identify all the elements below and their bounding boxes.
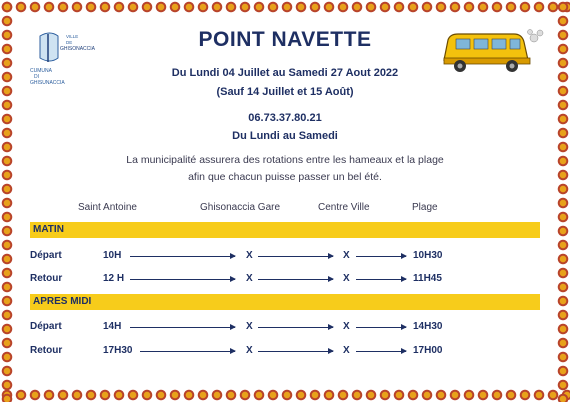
cell-apres-midi-retour-gare: X xyxy=(246,345,253,356)
row-label-apres-midi-retour: Retour xyxy=(30,345,63,356)
logo-side-3: GHISONACCIA xyxy=(60,46,96,52)
cell-apres-midi-retour-centre: X xyxy=(343,345,350,356)
decorative-border-top xyxy=(0,0,570,14)
cell-apres-midi-retour-plage: 17H00 xyxy=(413,345,443,356)
row-label-apres-midi-depart: Départ xyxy=(30,321,62,332)
column-header-centre-ville: Centre Ville xyxy=(318,202,370,213)
cell-matin-retour-gare: X xyxy=(246,273,253,284)
cell-matin-retour-plage: 11H45 xyxy=(413,273,442,284)
arrow-right xyxy=(356,327,406,328)
days-line: Du Lundi au Samedi xyxy=(232,130,338,142)
arrow-right xyxy=(130,327,235,328)
cell-apres-midi-depart-gare: X xyxy=(246,321,253,332)
cell-apres-midi-depart-plage: 14H30 xyxy=(413,321,443,332)
cell-matin-depart-plage: 10H30 xyxy=(413,250,443,261)
cell-matin-depart-centre: X xyxy=(343,250,350,261)
cell-matin-depart-saint-antoine: 10H xyxy=(103,250,122,261)
description-line-2: afin que chacun puisse passer un bel été. xyxy=(188,171,382,183)
logo-side-1: VILLE xyxy=(66,34,79,39)
column-header-plage: Plage xyxy=(412,202,438,213)
arrow-right xyxy=(258,279,333,280)
arrow-right xyxy=(356,279,406,280)
arrow-right xyxy=(140,351,235,352)
logo-side-2: DE xyxy=(66,40,73,45)
arrow-right xyxy=(356,351,406,352)
decorative-border-left xyxy=(0,0,14,402)
column-header-ghisonaccia-gare: Ghisonaccia Gare xyxy=(200,202,281,213)
arrow-right xyxy=(356,256,406,257)
row-label-matin-retour: Retour xyxy=(30,273,63,284)
cell-apres-midi-retour-saint-antoine: 17H30 xyxy=(103,345,133,356)
cell-matin-retour-saint-antoine: 12 H xyxy=(103,273,125,284)
decorative-border-bottom xyxy=(0,388,570,402)
logo-line-3: GHISUNACCIA xyxy=(30,80,65,86)
section-band-matin: MATIN xyxy=(30,222,540,238)
page-title: POINT NAVETTE xyxy=(198,28,372,51)
logo-line-1: CUMUNA xyxy=(30,68,52,74)
decorative-border-right xyxy=(556,0,570,402)
arrow-right xyxy=(258,327,333,328)
dates-line: Du Lundi 04 Juillet au Samedi 27 Aout 2022 xyxy=(171,67,399,79)
cell-apres-midi-depart-saint-antoine: 14H xyxy=(103,321,122,332)
arrow-right xyxy=(130,279,235,280)
cell-matin-retour-centre: X xyxy=(343,273,350,284)
section-band-apres-midi: APRES MIDI xyxy=(30,294,540,310)
logo-line-2: DI xyxy=(34,74,39,80)
arrow-right xyxy=(258,256,333,257)
column-header-saint-antoine: Saint Antoine xyxy=(78,202,137,213)
cell-matin-depart-gare: X xyxy=(246,250,253,261)
description-line-1: La municipalité assurera des rotations entre les hameaux et la plage xyxy=(126,154,444,166)
row-label-matin-depart: Départ xyxy=(30,250,62,261)
arrow-right xyxy=(130,256,235,257)
cell-apres-midi-depart-centre: X xyxy=(343,321,350,332)
exceptions-line: (Sauf 14 Juillet et 15 Août) xyxy=(216,86,354,98)
phone-number: 06.73.37.80.21 xyxy=(248,112,322,124)
arrow-right xyxy=(258,351,333,352)
